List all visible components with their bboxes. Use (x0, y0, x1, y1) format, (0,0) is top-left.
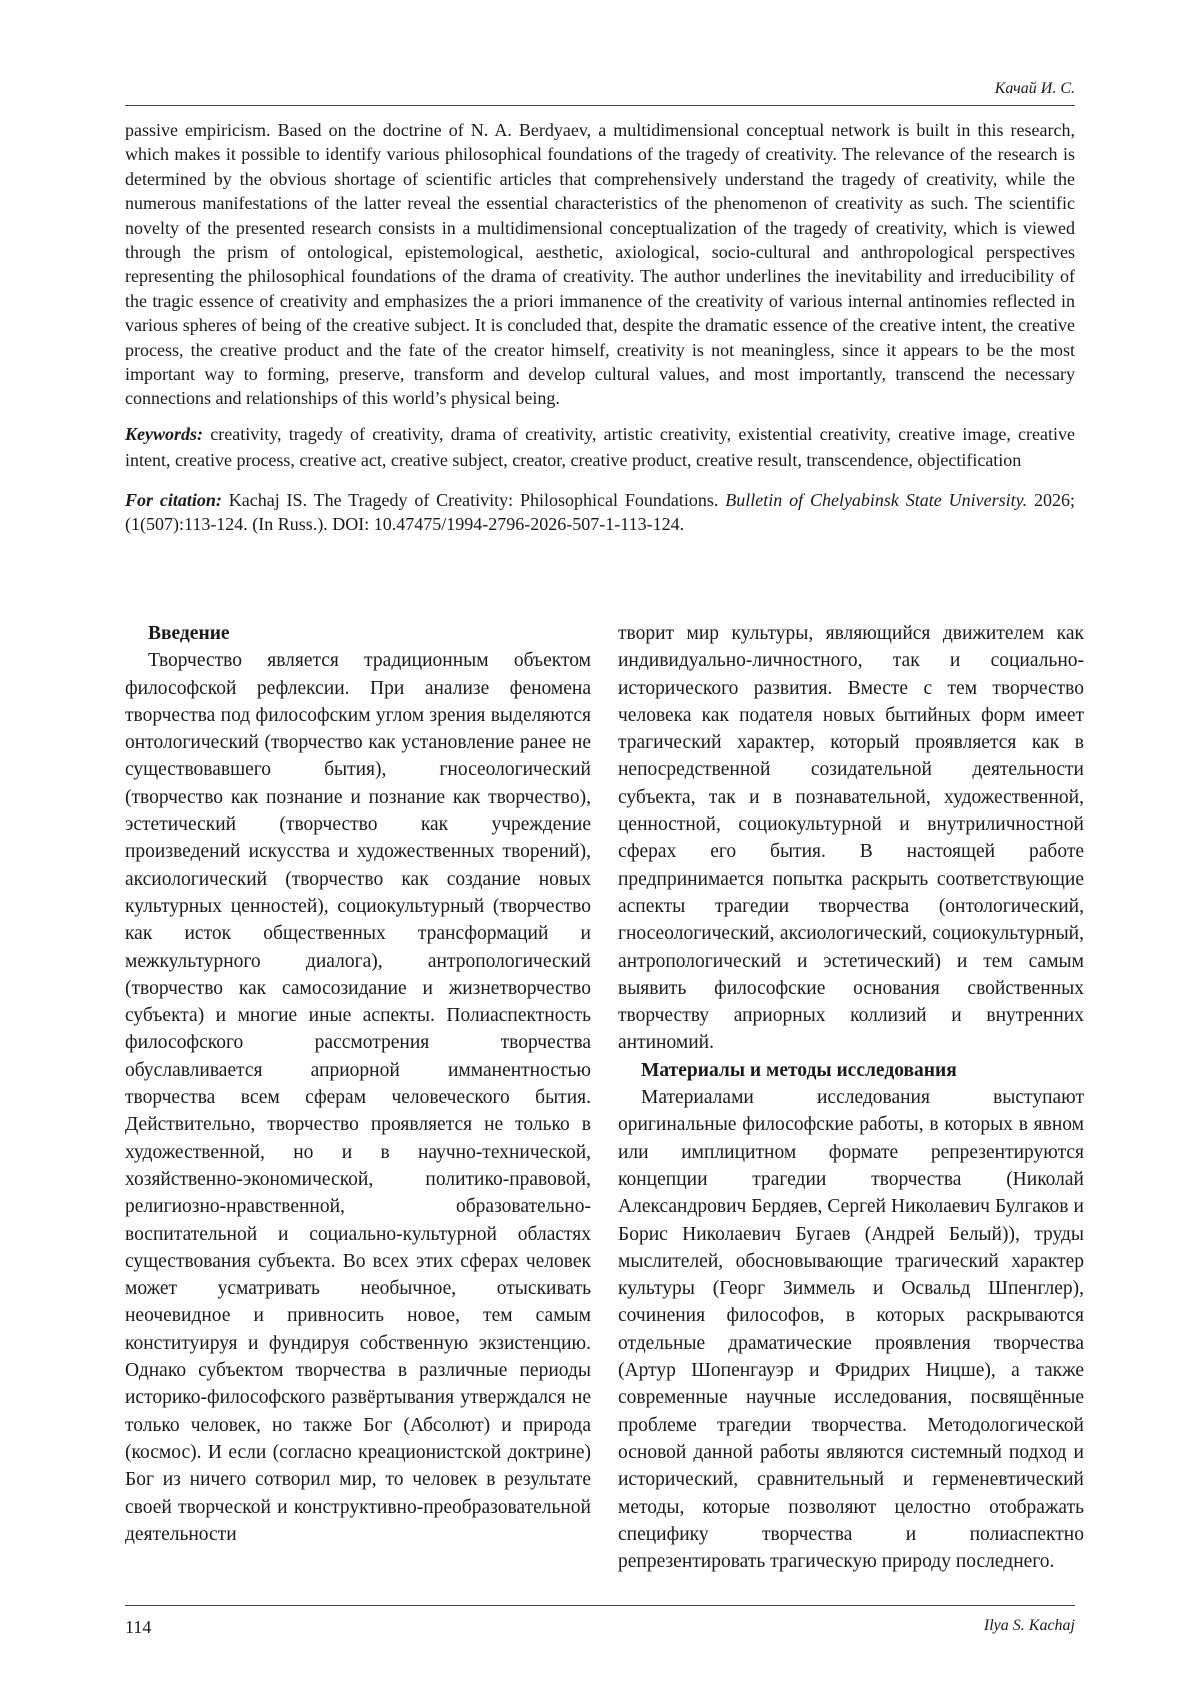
keywords (125, 421, 1075, 473)
intro-heading: Введение (148, 623, 230, 644)
page-number: 114 (125, 1617, 152, 1637)
citation-details: 2026;(1(507):113-124. (In Russ.). DOI: 10.47475/1994-2796-2026-507-1-113-124. (125, 489, 1075, 535)
citation-journal: Bulletin of Chelyabinsk State University. (725, 489, 1028, 510)
citation (125, 488, 1075, 537)
abstract-text: passive empiricism. Based on the doctrine of N. A. Berdyaev, a multidimensional conceptual network is built in this research, which makes it possible to identify various philosophical foundations of the tragedy of creativity. The relevance of the research is determined by the obvious shortage of scientific articles that comprehensively understand the tragedy of creativity, while the numerous manifestations of the latter reveal the essential characteristics of the phenomenon of creativity as such. The scientific novelty of the presented research consists in a multidimensional conceptualization of the tragedy of creativity, which is viewed through the prism of ontological, epistemological, aesthetic, axiological, socio-cultural and anthropological perspectives representing the philosophical foundations of the drama of creativity. The author underlines the inevitability and irreducibility of the tragic essence of creativity and emphasizes the a priori immanence of the creativity of various internal antinomies reflected in various spheres of being of the creative subject. It is concluded that, despite the dramatic essence of the creative intent, the creative process, the creative product and the fate of the creator himself, creativity is not meaningless, since it appears to be the most important way to forming, preserve, transform and develop cultural values, and most importantly, transcend the necessary connections and relationships of this world’s physical being. (125, 120, 1075, 409)
intro-paragraph: Творчество является традиционным объектом философской рефлексии. При анализе феномена творчества под философским углом зрения выделяются онтологический (творчество как установление ранее не существовавшего бытия), гносеологический (творчество как познание и познание как творчество), эстетический (творчество как учреждение произведений искусства и художественных творений), аксиологический (творчество как создание новых культурных ценностей), социокультурный (творчество как исток общественных трансформаций и межкультурного диалога), антропологический (творчество как самосозидание и жизнетворчество субъекта) и многие иные аспекты. Полиаспектность философского рассмотрения творчества обуславливается априорной имманентностью творчества всем сферам человеческого бытия. Действительно, творчество проявляется не только в художественной, но и в научно-технической, хозяйственно-экономической, политико-правовой, религиозно-нравственной, образовательно-воспитательной и социально-культурной областях существования субъекта. Во всех этих сферах человек может усматривать необычное, отыскивать неочевидное и привносить новое, тем самым конституируя и фундируя собственную экзистенцию. Однако субъектом творчества в различные периоды историко-философского развёртывания утверждался не только человек, но также Бог (Абсолют) и природа (космос). И если (согласно креационистской доктрине) Бог из ничего сотворил мир, то человек в результате своей творческой и конструктивно-преобразовательной деятельности (125, 650, 591, 1545)
left-column (125, 620, 591, 1548)
keywords-label: Keywords: (125, 423, 203, 444)
citation-label: For citation: (125, 489, 222, 510)
header-rule (125, 105, 1075, 106)
citation-text: Kachaj IS. The Tragedy of Creativity: Philosophical Foundations. (228, 489, 719, 510)
keywords-text: creativity, tragedy of creativity, drama of creativity, artistic creativity, existential creativity, creative image, creative intent, creative process, creative act, creative subject, creator, creative product, creative result, transcendence, objectification (125, 423, 1076, 470)
right-column (618, 620, 1084, 1575)
methods-heading: Материалы и методы исследования (641, 1059, 957, 1081)
methods-paragraph: Материалами исследования выступают оригинальные философские работы, в которых в явном или имплицитном формате репрезентируются концепции трагедии творчества (Николай Александрович Бердяев, Сергей Николаевич Булгаков и Борис Николаевич Бугаев (Андрей Белый)), труды мыслителей, обосновывающие трагический характер культуры (Георг Зиммель и Освальд Шпенглер), сочинения философов, в которых раскрываются отдельные драматические проявления творчества (Артур Шопенгауэр и Фридрих Ницше), а также современные научные исследования, посвящённые проблеме трагедии творчества. Методологической основой данной работы являются системный подход и исторический, сравнительный и герменевтический методы, которые позволяют целостно отображать специфику творчества и полиаспектно репрезентировать трагическую природу последнего. (618, 1087, 1084, 1573)
intro-paragraph-continued: творит мир культуры, являющийся движителем как индивидуально-личностного, так и социально-исторического развития. Вместе с тем творчество человека как подателя новых бытийных форм имеет трагический характер, который проявляется как в непосредственной созидательной деятельности субъекта, так и в познавательной, художественной, ценностной, социокультурной и внутриличностной сферах его бытия. В настоящей работе предпринимается попытка раскрыть соответствующие аспекты трагедии творчества (онтологический, гносеологический, аксиологический, социокультурный, антропологический и эстетический) и тем самым выявить философские основания свойственных творчеству априорных коллизий и внутренних антиномий. (618, 623, 1084, 1054)
running-footer-author: Ilya S. Kachaj (983, 1617, 1075, 1634)
footer-rule (125, 1605, 1075, 1606)
abstract-block (125, 118, 1075, 537)
running-header-author: Качай И. С. (994, 80, 1075, 97)
